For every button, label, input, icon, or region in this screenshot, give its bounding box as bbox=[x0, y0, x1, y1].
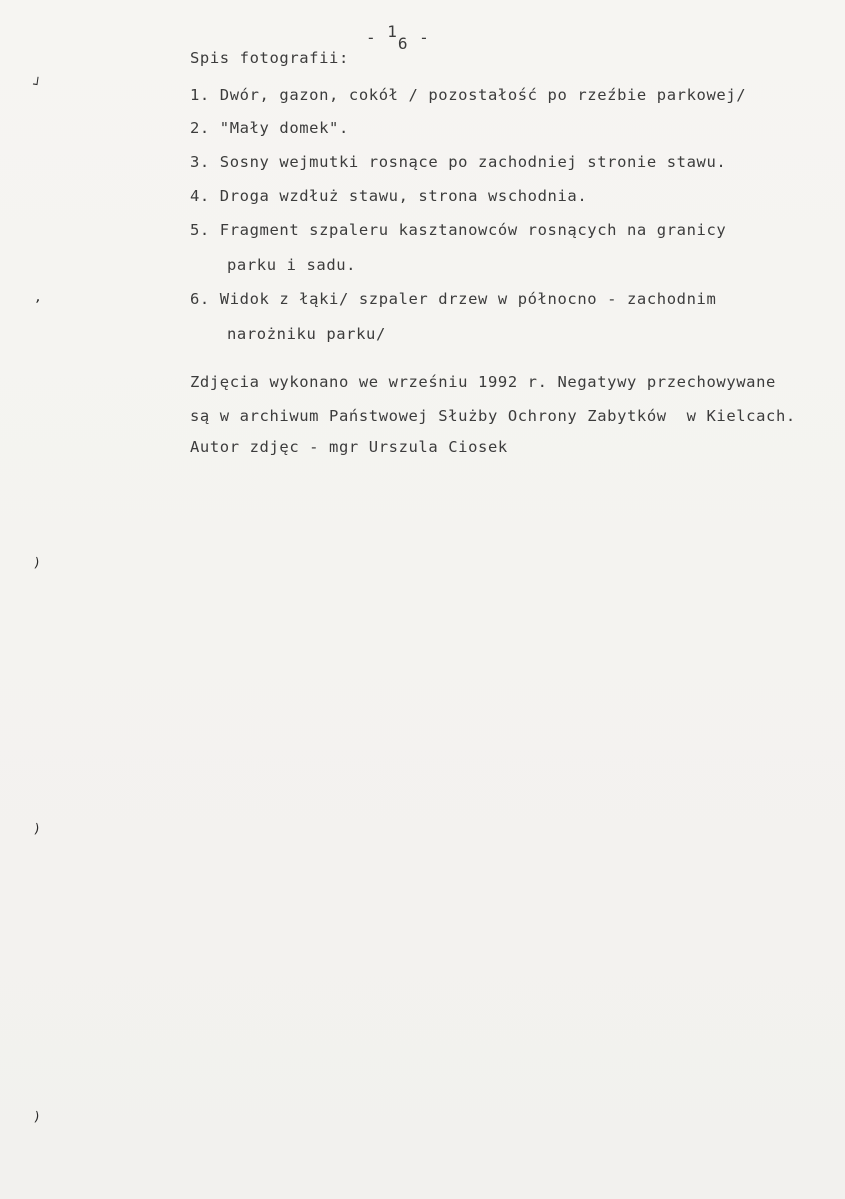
note-line-2: są w archiwum Państwowej Służby Ochrony Zabytków w Kielcach. bbox=[190, 407, 796, 425]
list-item-1: 1. Dwór, gazon, cokół / pozostałość po rzeźbie parkowej/ bbox=[190, 86, 747, 104]
margin-mark: ’ bbox=[31, 297, 42, 314]
list-item-3: 3. Sosny wejmutki rosnące po zachodniej stronie stawu. bbox=[190, 153, 727, 171]
list-item-6-continuation: narożniku parku/ bbox=[227, 325, 386, 343]
note-line-1: Zdjęcia wykonano we wrześniu 1992 r. Negatywy przechowywane bbox=[190, 373, 776, 391]
note-line-3: Autor zdjęc - mgr Urszula Ciosek bbox=[190, 438, 508, 456]
list-item-5: 5. Fragment szpaleru kasztanowców rosnących na granicy bbox=[190, 221, 727, 239]
list-item-6: 6. Widok z łąki/ szpaler drzew w północno - zachodnim bbox=[190, 290, 717, 308]
margin-mark: ) bbox=[31, 1109, 42, 1126]
page-number-dash-right: - bbox=[408, 28, 430, 47]
margin-mark: ┘ bbox=[31, 77, 42, 94]
list-item-4: 4. Droga wzdłuż stawu, strona wschodnia. bbox=[190, 187, 588, 205]
page-number-dash-left: - bbox=[366, 28, 388, 47]
list-item-5-continuation: parku i sadu. bbox=[227, 256, 357, 274]
page-number-bottom: 6 bbox=[397, 34, 409, 53]
page-number-top: 1 bbox=[387, 22, 398, 41]
margin-mark: ) bbox=[31, 821, 42, 838]
list-item-2: 2. "Mały domek". bbox=[190, 119, 349, 137]
list-heading: Spis fotografii: bbox=[190, 49, 349, 67]
margin-mark: ) bbox=[31, 555, 42, 572]
page-number bbox=[366, 22, 430, 53]
